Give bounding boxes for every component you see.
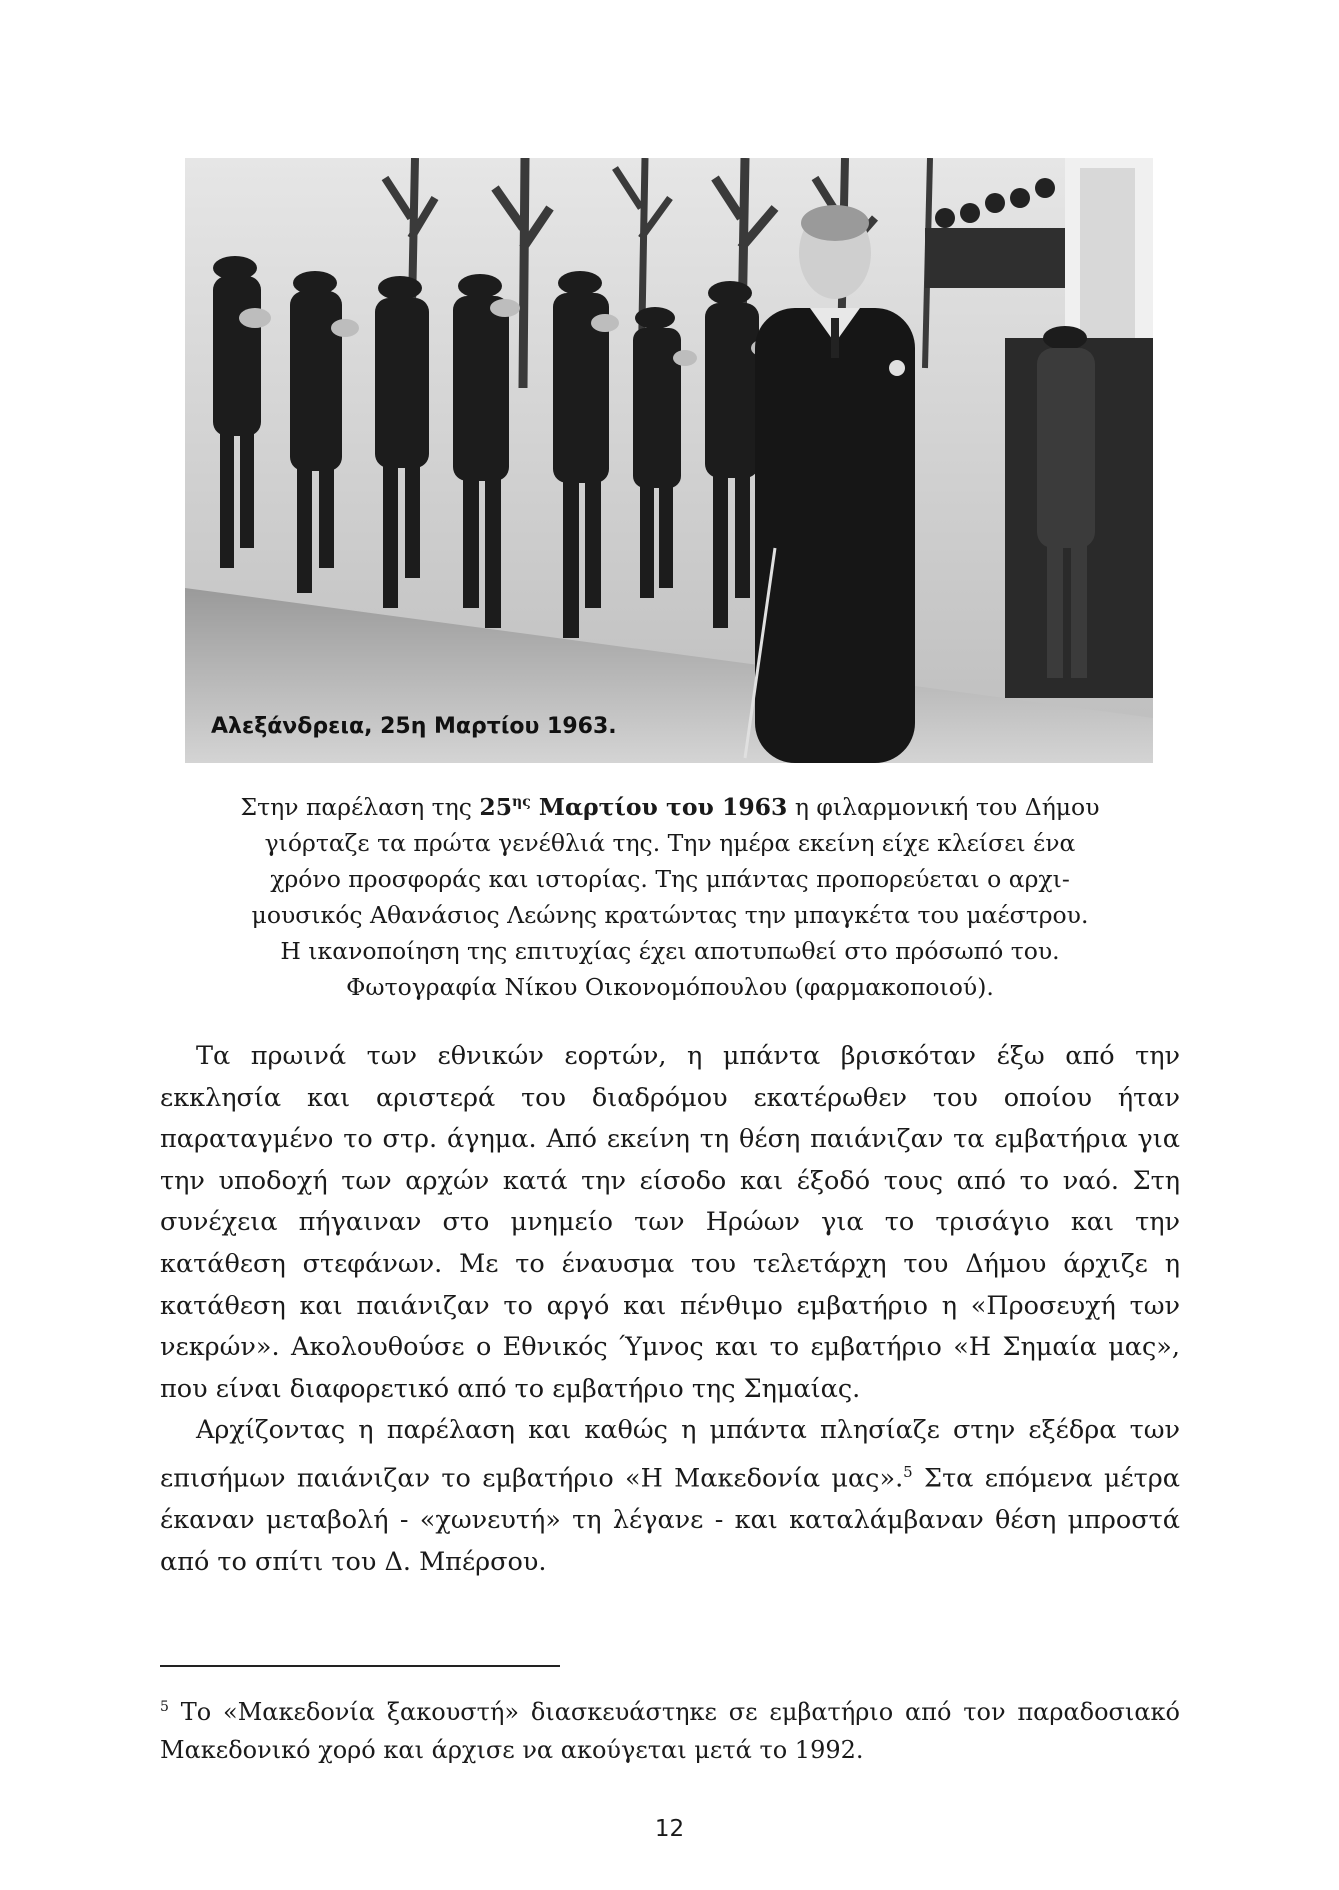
photo-overlay-caption: Αλεξάνδρεια, 25η Μαρτίου 1963. [211,714,617,739]
footnote-marker: 5 [160,1699,169,1715]
caption-text: Στην παρέλαση της [240,792,480,821]
body-paragraph-2 [160,1410,1180,1583]
parade-photo-illustration [185,158,1153,763]
body-paragraph-1: Τα πρωινά των εθνικών εορτών, η μπάντα βρισκόταν έξω από την εκκλησία και αριστερά του διαδρόμου εκατέρωθεν του οποίου ήταν παραταγμένο το στρ. άγημα. Από εκείνη τη θέση παιάνιζαν τα εμβατήρια για την υποδοχή των αρχών κατά την είσοδο και έξοδό τους από το ναό. Στη συνέχεια πήγαιναν στο μνημείο των Ηρώων για το τρισάγιο και την κατάθεση στεφάνων. Με το έναυσμα του τελετάρχη του Δήμου άρχιζε η κατάθεση και παιάνιζαν το αργό και πένθιμο εμβατήριο η «Προσευχή των νεκρών». Ακολουθούσε ο Εθνικός Ύμνος και το εμβατήριο «Η Σημαία μας», που είναι διαφορετικό από το εμβατήριο της Σημαίας. [160,1041,1180,1404]
footnote-reference[interactable]: 5 [903,1462,913,1481]
footnote-separator [160,1665,560,1667]
photo-caption [160,784,1180,1005]
caption-line-1 [160,784,1180,825]
caption-ordinal-suffix: ης [512,794,531,810]
caption-line-3: χρόνο προσφοράς και ιστορίας. Της μπάντας προπορεύεται ο αρχι- [270,864,1070,893]
footnote [160,1688,1180,1769]
parade-photo [185,158,1153,763]
caption-line-6: Φωτογραφία Νίκου Οικονομόπουλου (φαρμακοποιού). [346,972,994,1001]
caption-date-bold [479,793,787,821]
main-body-text [160,1036,1180,1583]
caption-line-5: Η ικανοποίηση της επιτυχίας έχει αποτυπωθεί στο πρόσωπό του. [280,936,1060,965]
caption-month-year: Μαρτίου του 1963 [530,792,788,821]
caption-day: 25 [479,792,513,821]
caption-text: η φιλαρμονική του Δήμου [787,792,1100,821]
paragraph-2-text-continued: Στα επόμενα μέτρα έκαναν μεταβολή - «χωνευτή» τη λέγανε - και καταλάμβαναν θέση μπροστά από το σπίτι του Δ. Μπέρσου. [160,1463,1180,1577]
caption-line-4: μουσικός Αθανάσιος Λεώνης κρατώντας την μπαγκέτα του μαέστρου. [251,900,1089,929]
caption-line-2: γιόρταζε τα πρώτα γενέθλιά της. Την ημέρα εκείνη είχε κλείσει ένα [264,828,1076,857]
paragraph-2-text: Αρχίζοντας η παρέλαση και καθώς η μπάντα πλησίαζε στην εξέδρα των επισήμων παιάνιζαν το εμβατήριο «Η Μακεδονία μας». [160,1415,1180,1494]
page-number: 12 [654,1816,685,1842]
footnote-text: Το «Μακεδονία ξακουστή» διασκευάστηκε σε εμβατήριο από τον παραδοσιακό Μακεδονικό χορό και άρχισε να ακούγεται μετά το 1992. [160,1698,1180,1764]
